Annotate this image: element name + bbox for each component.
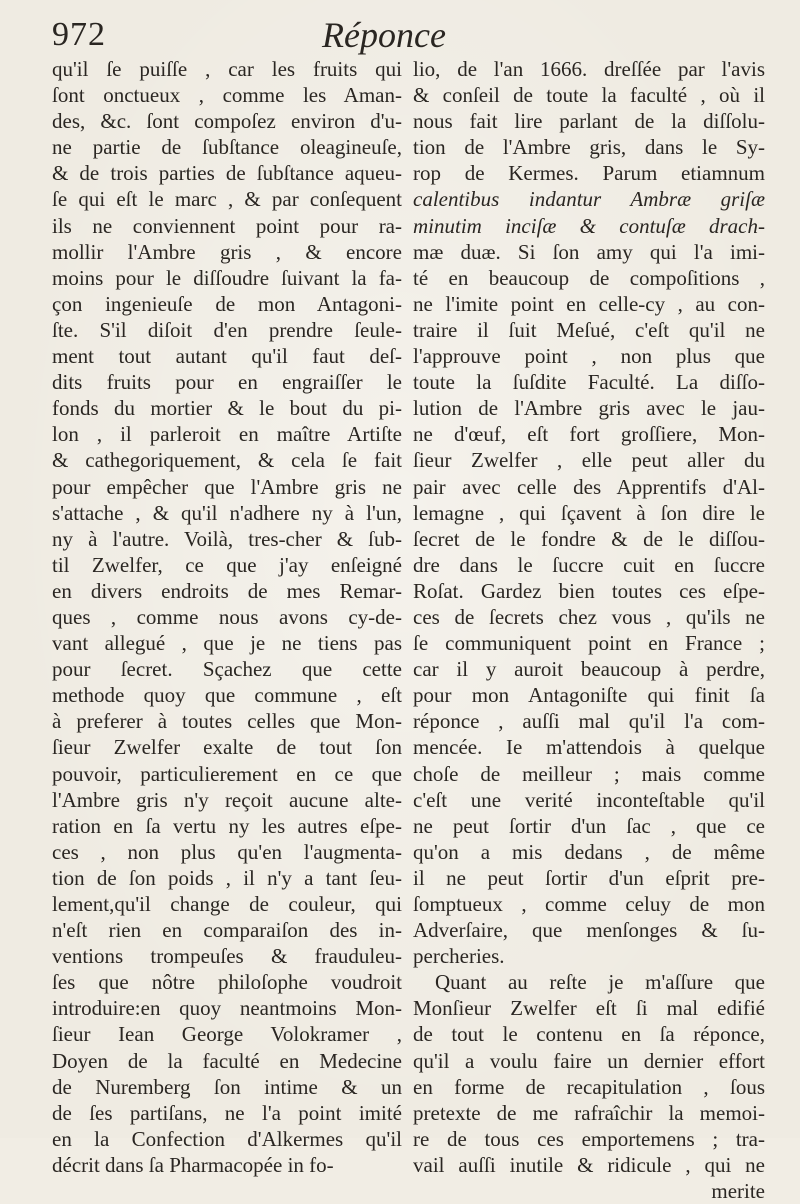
page-header xyxy=(52,14,748,58)
text-line: ſomptueux , comme celuy de mon xyxy=(413,892,765,916)
text-line: ſes que nôtre philoſophe voudroit xyxy=(52,970,402,995)
text-line: tion de l'Ambre gris, dans le Sy- xyxy=(413,135,765,160)
text-line: ny à l'autre. Voilà, tres-cher & ſub- xyxy=(52,526,402,551)
text-line: & de trois parties de ſubſtance aqueu- xyxy=(52,161,402,186)
text-line: tion de ſon poids , il n'y a tant ſeu- xyxy=(52,865,402,890)
text-line: çon ingenieuſe de mon Antagoni- xyxy=(52,291,402,316)
text-line: ne l'imite point en celle-cy , au con- xyxy=(413,291,765,316)
text-line: ſte. S'il diſoit d'en prendre ſeule- xyxy=(52,317,402,342)
text-line: mollir l'Ambre gris , & encore xyxy=(52,239,402,264)
text-line: introduire:en quoy neantmoins Mon- xyxy=(52,996,402,1021)
text-line: ces , non plus qu'en l'augmenta- xyxy=(52,839,402,864)
text-line: c'eſt une verité inconteſtable qu'il xyxy=(413,787,765,812)
text-line: de Nuremberg ſon intime & un xyxy=(52,1074,402,1099)
text-line: pair avec celle des Apprentifs d'Al- xyxy=(413,474,765,499)
text-line: de tout le contenu en ſa réponce, xyxy=(413,1022,765,1047)
running-head: Réponce xyxy=(322,15,446,55)
text-line: choſe de meilleur ; mais comme xyxy=(413,761,765,786)
text-line: l'approuve point , non plus que xyxy=(413,344,765,369)
text-line: toute la ſuſdite Faculté. La diſſo- xyxy=(413,370,765,395)
text-line: rop de Kermes. Parum etiamnum xyxy=(413,161,765,186)
text-line: ne d'œuf, eſt fort groſſiere, Mon- xyxy=(413,422,765,447)
text-line: Monſieur Zwelfer eſt ſi mal edifié xyxy=(413,996,765,1021)
text-line: ſieur Iean George Volokramer , xyxy=(52,1022,402,1047)
text-line: ſecret de le fondre & de le diſſou- xyxy=(413,526,765,551)
text-line: pour mon Antagoniſte qui finit ſa xyxy=(413,683,765,708)
page-number: 972 xyxy=(52,16,106,53)
text-line: ventions trompeuſes & frauduleu- xyxy=(52,944,402,969)
text-line: pretexte de me rafraîchir la memoi- xyxy=(413,1100,765,1125)
text-line: ration en ſa vertu ny les autres eſpe- xyxy=(52,813,402,838)
text-line: en forme de recapitulation , ſous xyxy=(413,1074,765,1099)
text-line: pour empêcher que l'Ambre gris ne xyxy=(52,474,402,499)
text-line: réponce , auſſi mal qu'il l'a com- xyxy=(413,709,765,734)
text-line: ſont onctueux , comme les Aman- xyxy=(52,83,402,108)
text-line: lement,qu'il change de couleur, qui xyxy=(52,892,402,916)
text-line: ces de ſecrets chez vous , qu'ils ne xyxy=(413,604,765,629)
text-line: ſe communiquent point en France ; xyxy=(413,631,765,656)
text-line: til Zwelfer, ce que j'ay enſeigné xyxy=(52,552,402,577)
text-line: Doyen de la faculté en Medecine xyxy=(52,1048,402,1073)
text-line: vant allegué , que je ne tiens pas xyxy=(52,631,402,656)
text-line: fonds du mortier & le bout du pi- xyxy=(52,396,402,421)
text-line: à preferer à toutes celles que Mon- xyxy=(52,709,402,734)
left-column xyxy=(52,56,402,1178)
catchword: merite xyxy=(711,1179,765,1204)
text-line: Roſat. Gardez bien toutes ces eſpe- xyxy=(413,578,765,603)
text-line: moins pour le diſſoudre ſuivant la fa- xyxy=(52,265,402,290)
text-line: car il y auroit beaucoup à perdre, xyxy=(413,657,765,682)
text-line: ſieur Zwelfer exalte de tout ſon xyxy=(52,735,402,760)
right-column xyxy=(413,56,765,1204)
text-line: s'attache , & qu'il n'adhere ny à l'un, xyxy=(52,500,402,525)
text-line: n'eſt rien en comparaiſon des in- xyxy=(52,918,402,943)
text-line: ſieur Zwelfer , elle peut aller du xyxy=(413,448,765,473)
text-line: methode quoy que commune , eſt xyxy=(52,683,402,708)
text-line: décrit dans ſa Pharmacopée in fo- xyxy=(52,1152,334,1177)
text-line: des, &c. ſont compoſez environ d'u- xyxy=(52,109,402,134)
text-line: percheries. xyxy=(413,944,505,969)
text-line: Quant au reſte je m'aſſure que xyxy=(435,970,765,995)
text-line: dre dans le ſuccre cuit en ſuccre xyxy=(413,552,765,577)
text-line: l'Ambre gris n'y reçoit aucune alte- xyxy=(52,787,402,812)
text-line: lio, de l'an 1666. dreſſée par l'avis xyxy=(413,57,765,81)
text-line: re de tous ces emportemens ; tra- xyxy=(413,1126,765,1151)
text-line: mencée. Ie m'attendois à quelque xyxy=(413,735,765,760)
text-line: vail auſſi inutile & ridicule , qui ne xyxy=(413,1152,765,1177)
text-line: ne partie de ſubſtance oleagineuſe, xyxy=(52,135,402,160)
text-line: Adverſaire, que menſonges & ſu- xyxy=(413,918,765,943)
text-line: ſe qui eſt le marc , & par conſequent xyxy=(52,187,402,212)
text-line: pour ſecret. Sçachez que cette xyxy=(52,657,402,682)
text-line: & conſeil de toute la faculté , où il xyxy=(413,83,765,108)
text-line: traire il ſuit Meſué, c'eſt qu'il ne xyxy=(413,317,765,342)
text-line: & cathegoriquement, & cela ſe fait xyxy=(52,448,402,473)
text-line: il ne peut ſortir d'un eſprit pre- xyxy=(413,865,765,890)
text-line: lemagne , qui ſçavent à ſon dire le xyxy=(413,500,765,525)
text-line: qu'il ſe puiſſe , car les fruits qui xyxy=(52,57,402,81)
text-line: té en beaucoup de compoſitions , xyxy=(413,265,765,290)
text-line: nous fait lire parlant de la diſſolu- xyxy=(413,109,765,134)
text-line: ils ne conviennent point pour ra- xyxy=(52,213,402,238)
text-line: ment tout autant qu'il faut deſ- xyxy=(52,344,402,369)
text-line: dits fruits pour en engraiſſer le xyxy=(52,370,402,395)
latin-quote-line: minutim inciſæ & contuſæ drach- xyxy=(413,213,765,238)
text-line: ne peut ſortir d'un ſac , que ce xyxy=(413,813,765,838)
text-line: de ſes partiſans, ne l'a point imité xyxy=(52,1100,402,1125)
latin-quote-line: calentibus indantur Ambræ griſæ xyxy=(413,187,765,212)
text-line: en divers endroits de mes Remar- xyxy=(52,578,402,603)
text-line: lution de l'Ambre gris avec le jau- xyxy=(413,396,765,421)
text-line: en la Confection d'Alkermes qu'il xyxy=(52,1126,402,1151)
text-line: qu'il a voulu faire un dernier effort xyxy=(413,1048,765,1073)
text-line: lon , il parleroit en maître Artiſte xyxy=(52,422,402,447)
text-line: pouvoir, particulierement en ce que xyxy=(52,761,402,786)
text-line: qu'on a mis dedans , de même xyxy=(413,839,765,864)
text-line: ques , comme nous avons cy-de- xyxy=(52,604,402,629)
text-line: mæ duæ. Si ſon amy qui l'a imi- xyxy=(413,239,765,264)
